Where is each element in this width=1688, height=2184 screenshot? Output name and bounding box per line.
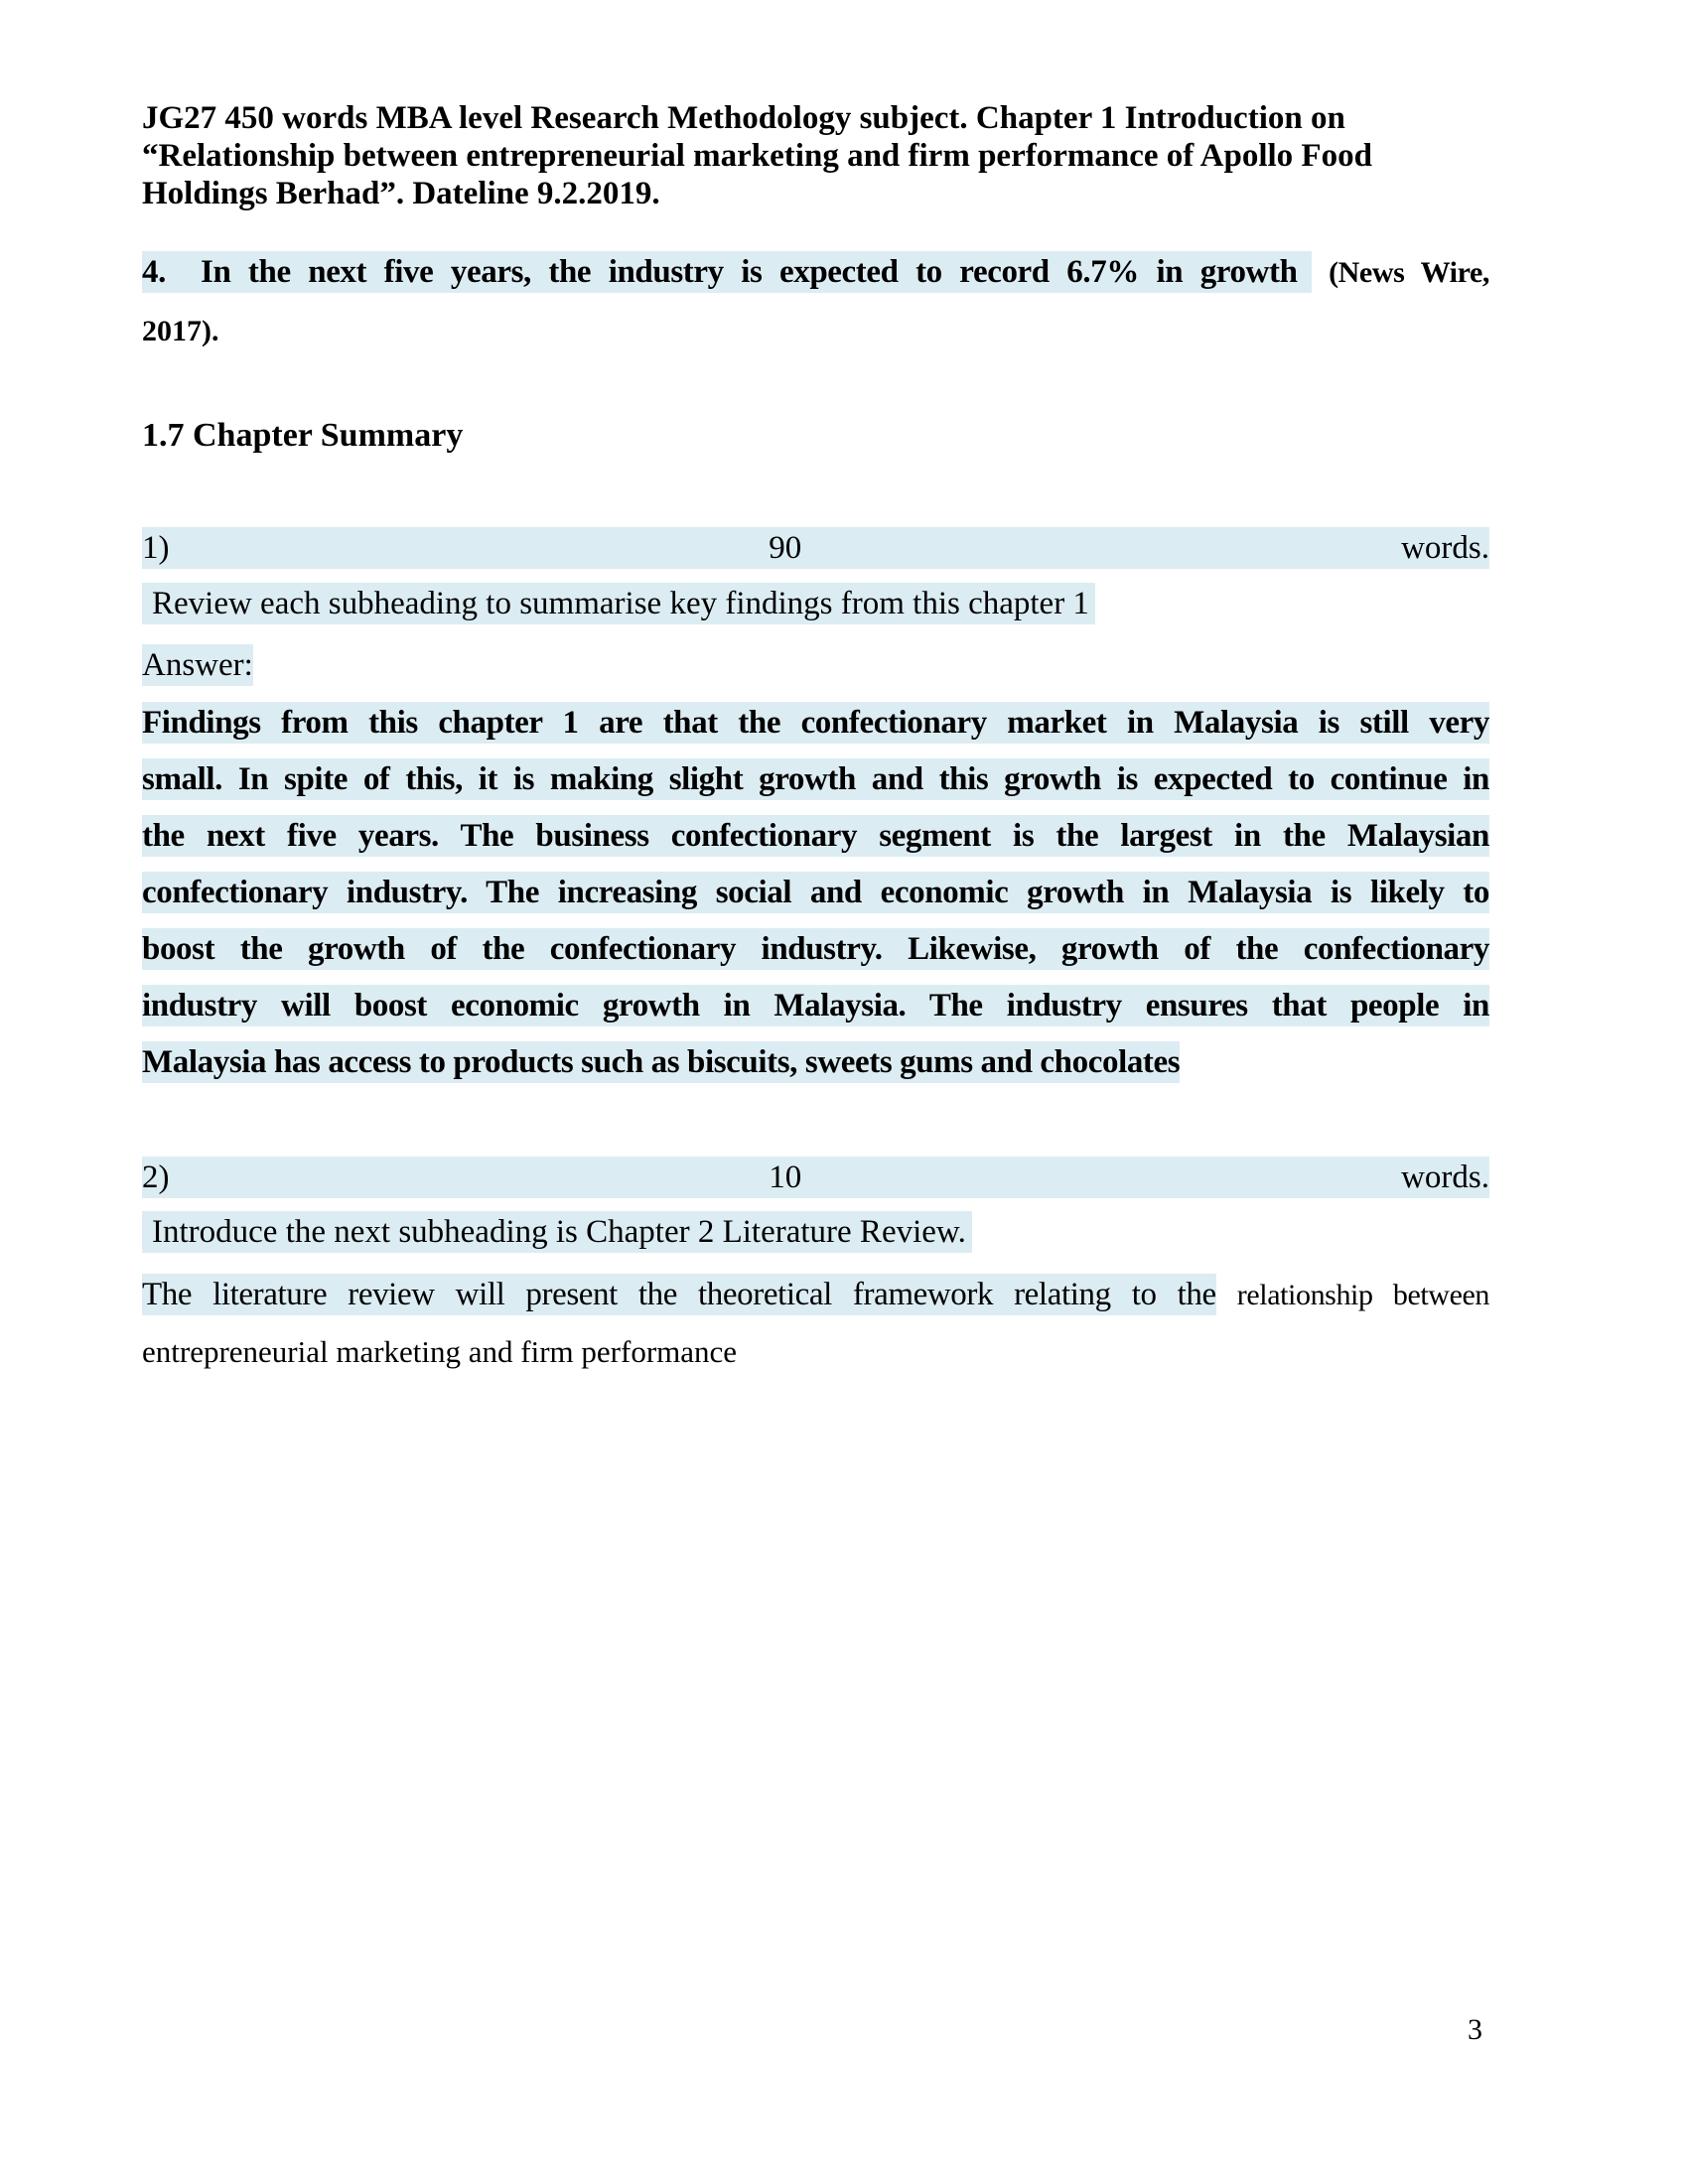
- answer-line: [142, 808, 1489, 865]
- point-4-paragraph: [142, 243, 1489, 360]
- answer-line: [142, 978, 1489, 1034]
- header-line-3: Holdings Berhad”. Dateline 9.2.2019.: [142, 176, 660, 211]
- answer-line: [142, 921, 1489, 978]
- task-2-prompt-text: Introduce the next subheading is Chapter 2 Literature Review.: [142, 1211, 972, 1253]
- answer-line: [142, 865, 1489, 921]
- point-4-citation-continuation: 2017).: [142, 315, 219, 347]
- point-4-line-1: [142, 243, 1489, 302]
- point-4-highlighted-text: 4. In the next five years, the industry is expected to record 6.7% in growth: [142, 251, 1312, 293]
- literature-line-1: [142, 1267, 1489, 1323]
- answer-line-text: small. In spite of this, it is making slight growth and this growth is expected to continue in: [142, 758, 1489, 800]
- task-2-word-count: 10: [769, 1159, 802, 1195]
- header-line-1: JG27 450 words MBA level Research Methodology subject. Chapter 1 Introduction on: [142, 100, 1345, 136]
- header-line-2: “Relationship between entrepreneurial marketing and firm performance of Apollo Food: [142, 138, 1372, 174]
- page-number: 3: [1468, 2013, 1482, 2046]
- task-2-count-row: [142, 1157, 1489, 1198]
- answer-line-text: confectionary industry. The increasing social and economic growth in Malaysia is likely to: [142, 872, 1489, 913]
- answer-label-row: [142, 647, 1489, 684]
- literature-highlighted-text: The literature review will present the theoretical framework relating to the: [142, 1274, 1216, 1315]
- task-2-word-label: words.: [1401, 1159, 1489, 1195]
- task-1-number: 1): [142, 529, 170, 566]
- task-1-word-label: words.: [1401, 529, 1489, 566]
- assignment-header: [142, 99, 1489, 212]
- literature-line-2: entrepreneurial marketing and firm performance: [142, 1334, 738, 1369]
- point-4-citation: (News Wire,: [1329, 256, 1489, 289]
- answer-line-text: Malaysia has access to products such as biscuits, sweets gums and chocolates: [142, 1041, 1180, 1083]
- answer-line-text: industry will boost economic growth in Malaysia. The industry ensures that people in: [142, 985, 1489, 1026]
- task-1-count-row: [142, 527, 1489, 569]
- answer-line: [142, 751, 1489, 808]
- answer-line: [142, 1034, 1489, 1091]
- task-1-prompt-text: Review each subheading to summarise key findings from this chapter 1: [142, 583, 1095, 624]
- answer-label: Answer:: [142, 644, 253, 686]
- section-heading: 1.7 Chapter Summary: [142, 417, 464, 454]
- literature-plain-text: relationship between: [1236, 1279, 1490, 1311]
- task-1-word-count: 90: [769, 529, 802, 566]
- answer-line-text: Findings from this chapter 1 are that the confectionary market in Malaysia is still very: [142, 702, 1489, 744]
- task-1-prompt: [142, 586, 1489, 622]
- answer-line-text: the next five years. The business confectionary segment is the largest in the Malaysian: [142, 815, 1489, 857]
- point-4-line-2: [142, 302, 1489, 360]
- task-2-number: 2): [142, 1159, 170, 1195]
- answer-line-text: boost the growth of the confectionary industry. Likewise, growth of the confectionary: [142, 928, 1489, 970]
- literature-paragraph: [142, 1267, 1489, 1380]
- answer-line: [142, 695, 1489, 751]
- task-1-answer-paragraph: [142, 695, 1489, 1091]
- task-2-prompt: [142, 1214, 1489, 1251]
